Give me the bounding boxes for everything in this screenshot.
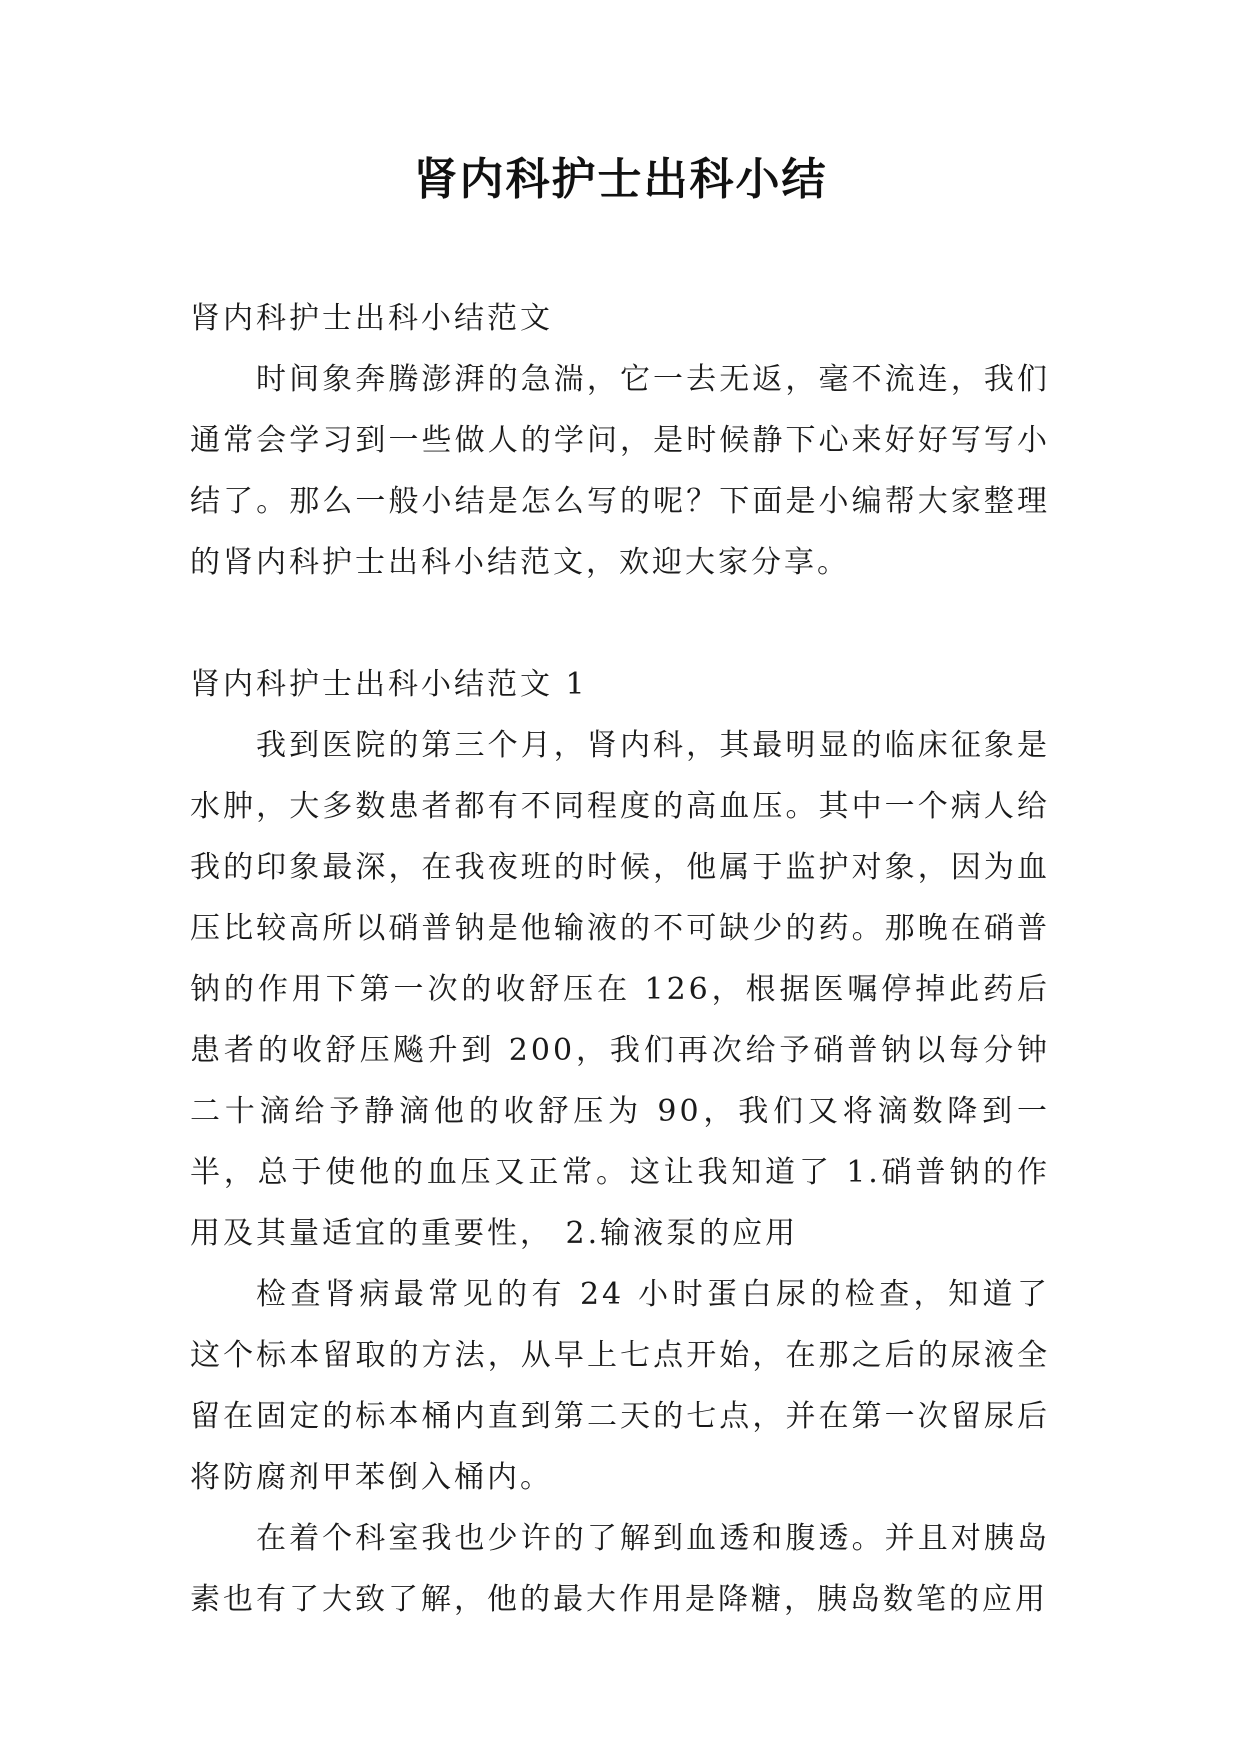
- section1-paragraph: 在着个科室我也少许的了解到血透和腹透。并且对胰岛素也有了大致了解，他的最大作用是降糖，胰岛数笔的应用: [190, 1521, 1050, 1617]
- section1-heading: 肾内科护士出科小结范文 1: [190, 667, 588, 702]
- intro-heading: 肾内科护士出科小结范文: [190, 301, 553, 336]
- document-body: [190, 288, 1050, 1630]
- section1-paragraph: 检查肾病最常见的有 24 小时蛋白尿的检查，知道了这个标本留取的方法，从早上七点开始，在那之后的尿液全留在固定的标本桶内直到第二天的七点，并在第一次留尿后将防腐剂甲苯倒入桶内。: [190, 1277, 1050, 1495]
- intro-paragraph: 时间象奔腾澎湃的急湍，它一去无返，毫不流连，我们通常会学习到一些做人的学问，是时候静下心来好好写写小结了。那么一般小结是怎么写的呢？下面是小编帮大家整理的肾内科护士出科小结范文，欢迎大家分享。: [190, 362, 1050, 580]
- document-title: 肾内科护士出科小结: [413, 154, 828, 205]
- paragraph-spacer: [190, 593, 1050, 654]
- section1-paragraph: 我到医院的第三个月，肾内科，其最明显的临床征象是水肿，大多数患者都有不同程度的高血压。其中一个病人给我的印象最深，在我夜班的时候，他属于监护对象，因为血压比较高所以硝普钠是他输液的不可缺少的药。那晚在硝普钠的作用下第一次的收舒压在 126，根据医嘱停掉此药后患者的收舒压飚升到 200，我们再次给予硝普钠以每分钟二十滴给予静滴他的收舒压为 90，我们又将滴数降到一半，总于使他的血压又正常。这让我知道了 1.硝普钠的作用及其量适宜的重要性， 2.输液泵的应用: [190, 728, 1050, 1251]
